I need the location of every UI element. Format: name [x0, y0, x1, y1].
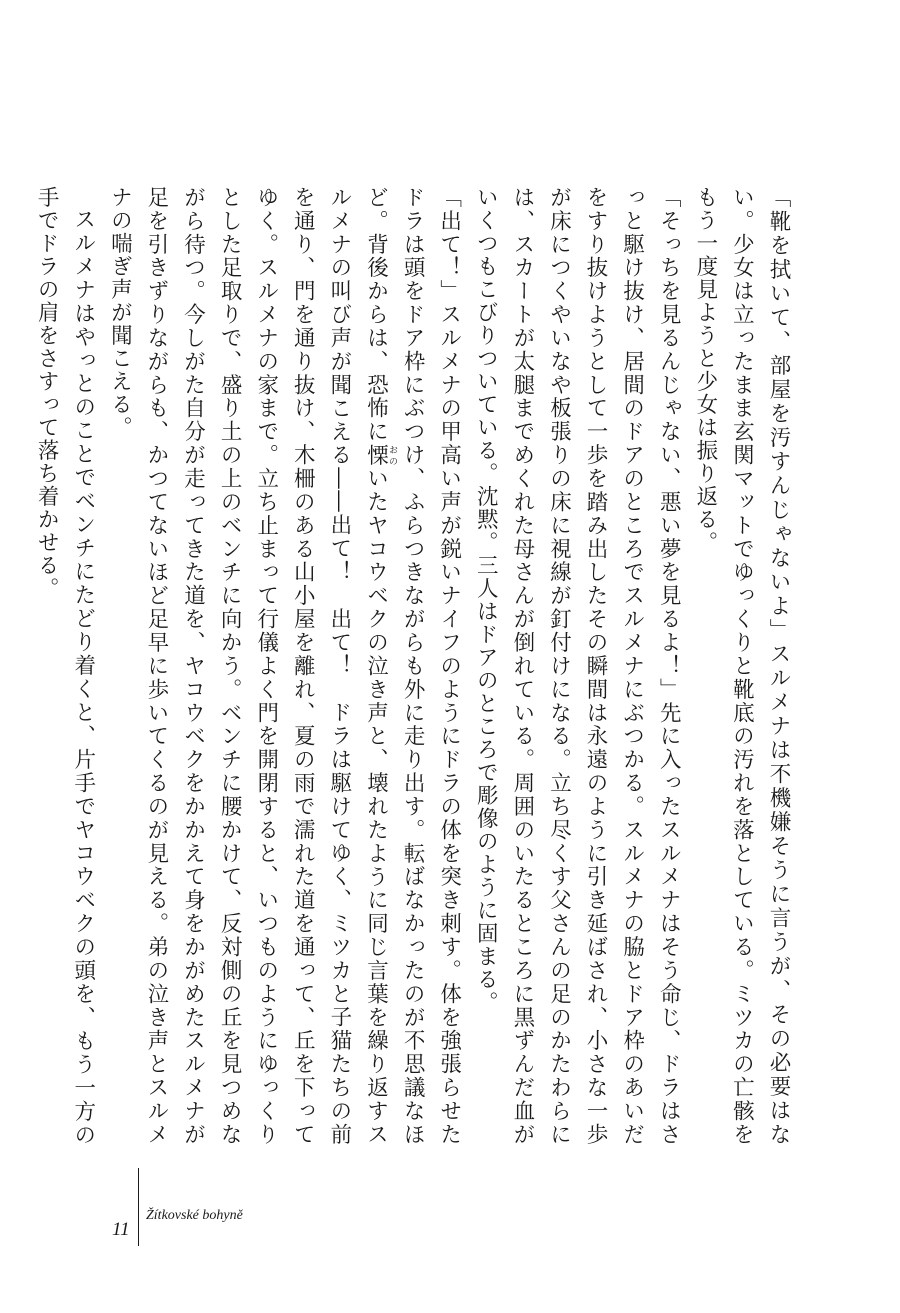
ruby-base: 慄 [363, 443, 389, 468]
page-number: 11 [112, 1219, 130, 1240]
ruby-text: おの [386, 443, 397, 467]
paragraph-1: 「靴を拭いて、部屋を汚すんじゃないよ」スルメナは不機嫌そうに言うが、その必要はない。少女は立ったまま玄関マットでゆっくりと靴底の汚れを落としている。ミツカの亡骸をもう一度見ようと少女は振り返る。 [692, 186, 791, 1146]
paragraph-2: 「そっちを見るんじゃない、悪い夢を見るよ！」先に入ったスルメナはそう命じ、ドラはさっと駆け抜け、居間のドアのところでスルメナにぶつかる。スルメナの脇とドア枠のあいだをすり抜けようとして一歩を踏み出したその瞬間は永遠のように引き延ばされ、小さな一歩が床につくやいなや板張りの床に視線が釘付けになる。立ち尽くす父さんの足のかたわらには、スカートが太腿までめくれた母さんが倒れている。周囲のいたるところに黒ずんだ血がいくつもこびりついている。沈黙。三人はドアのところで彫像のように固まる。 [473, 186, 682, 1146]
running-title: Žítkovské bohyně [146, 1208, 243, 1223]
vertical-body-text [28, 186, 796, 1146]
paragraph-3-pre: 「出て！」スルメナの甲高い声が鋭いナイフのようにドラの体を突き刺す。体を強張らせたドラは頭をドア枠にぶつけ、ふらつきながらも外に走り出す。転ばなかったのが不思議なほど。背後からは、恐怖に [363, 186, 462, 1146]
furigana [363, 443, 397, 468]
paragraph-3 [101, 186, 467, 1146]
paragraph-3-post: いたヤコウベクの泣き声と、壊れたように同じ言葉を繰り返すスルメナの叫び声が聞こえる――出て！ 出て！ ドラは駆けてゆく、ミツカと子猫たちの前を通り、門を通り抜け、木柵のある山小屋を離れ、夏の雨で濡れた道を通って、丘を下ってゆく。スルメナの家まで。立ち止まって行儀よく門を開閉すると、いつものようにゆっくりとした足取りで、盛り土の上のベンチに向かう。ベンチに腰かけて、反対側の丘を見つめながら待つ。今しがた自分が走ってきた道を、ヤコウベクをかかえて身をかがめたスルメナが足を引きずりながらも、かつてないほど足早に歩いてくるのが見える。弟の泣き声とスルメナの喘ぎ声が聞こえる。 [107, 186, 389, 1147]
paragraph-4: スルメナはやっとのことでベンチにたどり着くと、片手でヤコウベクの頭を、もう一方の手でドラの肩をさすって落ち着かせる。 [34, 186, 96, 1146]
folio-divider [138, 1168, 139, 1246]
